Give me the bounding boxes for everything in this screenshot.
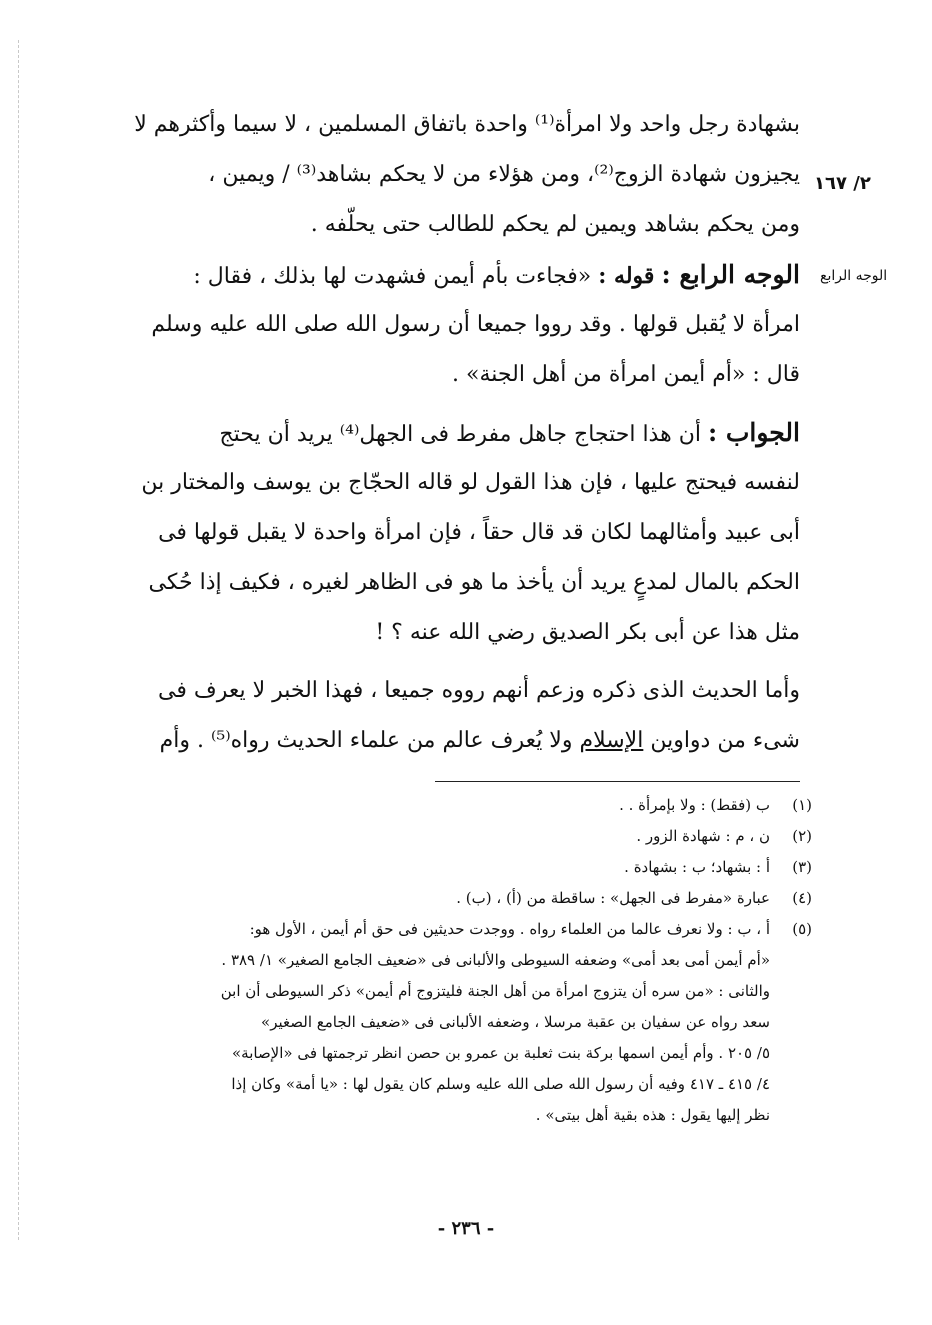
- footnote-text: ن ، م : شهادة الزور .: [636, 827, 770, 845]
- scan-edge-line: [18, 40, 19, 1240]
- footnote-continuation-line: نظر إليها يقول : هذه بقية أهل بيتى» .: [535, 1106, 770, 1124]
- text-line: قال : «أم أيمن امرأة من أهل الجنة» .: [452, 362, 800, 387]
- margin-section-label: الوجه الرابع: [820, 268, 888, 284]
- footnote-text: ب (فقط) : ولا بإمرأة . .: [619, 796, 770, 814]
- footnote: [90, 914, 812, 945]
- text-line: وأما الحديث الذى ذكره وزعم أنهم رووه جميعا ، فهذا الخبر لا يعرف فى: [158, 678, 800, 703]
- margin-page-reference: ٢/ ١٦٧: [814, 173, 871, 194]
- text-line: بشهادة رجل واحد ولا امرأة⁽¹⁾ واحدة باتفاق المسلمين ، لا سيما وأكثرهم لا: [134, 112, 800, 137]
- paragraph-gap: [90, 400, 800, 408]
- text-line: يجيزون شهادة الزوج⁽²⁾، ومن هؤلاء من لا يحكم بشاهد⁽³⁾ / ويمين ،: [208, 162, 800, 187]
- page-number: - ٢٣٦ -: [437, 1218, 495, 1239]
- footnote-separator: [435, 781, 800, 782]
- text-line: ومن يحكم بشاهد ويمين لم يحكم للطالب حتى يحلّفه .: [310, 212, 800, 237]
- footnote-number: (١): [792, 796, 812, 814]
- text-line: مثل هذا عن أبى بكر الصديق رضي الله عنه ؟ !: [375, 620, 800, 645]
- footnote: [90, 883, 812, 914]
- line-part: شىء من دواوين: [650, 728, 800, 753]
- footnote-continuation-line: ٥/ ٢٠٥ . وأم أيمن اسمها بركة بنت ثعلبة بن عمرو بن حصن انظر ترجمتها فى «الإصابة»: [231, 1044, 770, 1062]
- footnote: [90, 790, 812, 821]
- footnote-text: أ ، ب : ولا نعرف عالما من العلماء رواه . ووجدت حديثين فى حق أم أيمن ، الأول هو:: [249, 920, 770, 938]
- footnote-number: (٥): [792, 920, 812, 938]
- footnote-number: (٢): [792, 827, 812, 845]
- answer-first-line: [90, 408, 800, 458]
- quote-text: «فجاءت بأم أيمن فشهدت لها بذلك ، فقال :: [193, 264, 592, 289]
- line-part: ولا يُعرف عالم من علماء الحديث رواه⁽⁵⁾ . وأم: [159, 728, 573, 753]
- footnotes: [90, 790, 812, 1131]
- text-line-with-underline: [90, 716, 800, 766]
- footnote-text: عبارة «مفرط فى الجهل» : ساقطة من (أ) ، (ب) .: [456, 889, 770, 907]
- answer-heading: الجواب :: [707, 418, 800, 447]
- footnote-number: (٤): [792, 889, 812, 907]
- main-text: [90, 100, 800, 766]
- footnote-continuation-line: سعد رواه عن سفيان بن عقبة مرسلا ، وضعفه الألبانى فى «ضعيف الجامع الصغير»: [261, 1013, 770, 1031]
- text-line: الحكم بالمال لمدعٍ يريد أن يأخذ ما هو فى الظاهر لغيره ، فكيف إذا حُكى: [148, 570, 800, 595]
- footnote-continuation-line: ٤/ ٤١٥ ـ ٤١٧ وفيه أن رسول الله صلى الله عليه وسلم كان يقول لها : «يا أمة» وكان إذا: [231, 1075, 770, 1093]
- paragraph-gap: [90, 658, 800, 666]
- footnote: [90, 852, 812, 883]
- footnote-number: (٣): [792, 858, 812, 876]
- section-heading: الوجه الرابع :: [661, 260, 800, 289]
- answer-text: أن هذا احتجاج جاهل مفرط فى الجهل⁽⁴⁾ يريد أن يحتج: [219, 422, 701, 447]
- quote-intro: قوله :: [598, 263, 655, 289]
- text-line: أبى عبيد وأمثالهما لكان قد قال حقاً ، فإن امرأة واحدة لا يقبل قولها فى: [158, 520, 800, 545]
- footnote-continuation-line: «أم أيمن أمى بعد أمى» وضعفه السيوطى والألبانى فى «ضعيف الجامع الصغير» ١/ ٣٨٩ .: [221, 951, 770, 969]
- text-line: لنفسه فيحتج عليها ، فإن هذا القول لو قاله الحجّاج بن يوسف والمختار بن: [141, 470, 800, 495]
- underlined-word: الإسلام: [579, 728, 644, 753]
- footnote-continuation-line: والثانى : «من سره أن يتزوج امرأة من أهل الجنة فليتزوج أم أيمن» ذكر السيوطى أن ابن: [220, 982, 770, 1000]
- footnote-text: أ : بشهاد؛ ب : بشهادة .: [624, 858, 770, 876]
- text-line: امرأة لا يُقبل قولها . وقد رووا جميعا أن رسول الله صلى الله عليه وسلم: [151, 312, 800, 337]
- footnote: [90, 821, 812, 852]
- section-four-first-line: [90, 250, 800, 300]
